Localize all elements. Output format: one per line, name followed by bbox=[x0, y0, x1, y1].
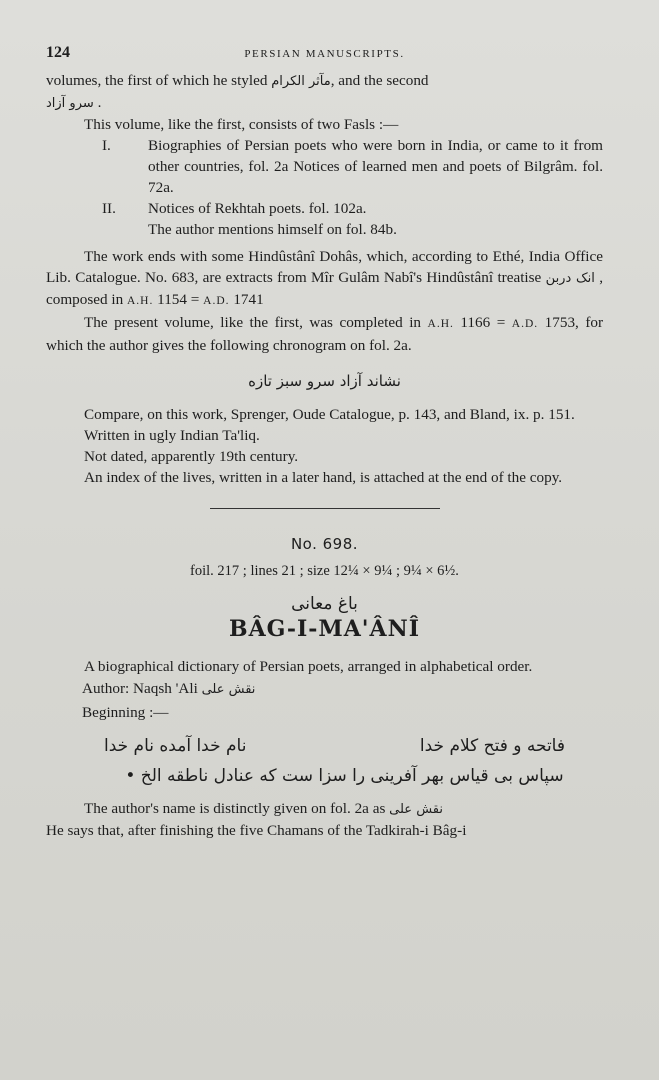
p1-text-a: volumes, the first of which he styled bbox=[46, 72, 268, 89]
paragraph-fasls: This volume, like the first, consists of two Fasls :— bbox=[84, 116, 399, 133]
p3-text-d: 1741 bbox=[233, 291, 264, 308]
entry-number: No. 698. bbox=[290, 535, 359, 553]
p3-persian: انک دربن bbox=[545, 271, 595, 286]
list-item-2-number: II. bbox=[102, 200, 116, 217]
paragraph-author-name bbox=[46, 798, 603, 841]
p1-text-c: . bbox=[97, 94, 102, 111]
entry-title: BÂG-I-MA'ÂNÎ bbox=[228, 616, 421, 642]
paragraph-not-dated: Not dated, apparently 19th century. bbox=[84, 448, 299, 465]
paragraph-dohas bbox=[46, 246, 603, 312]
paragraph-present-volume bbox=[46, 312, 603, 356]
entry-persian-title: باغ معانی bbox=[291, 594, 358, 614]
p4-text-b: 1166 = bbox=[460, 314, 506, 331]
paragraph-index: An index of the lives, written in a later hand, is attached at the end of the copy. bbox=[84, 469, 563, 486]
paragraph-compare: Compare, on this work, Sprenger, Oude Catalogue, p. 143, and Bland, ix. p. 151. bbox=[84, 406, 575, 423]
p4-text-c: 1753, for which the author gives the following chronogram on fol. 2a. bbox=[46, 314, 604, 354]
list-item-2 bbox=[46, 198, 603, 219]
entry-foil: foil. 217 ; lines 21 ; size 12¼ × 9¼ ; 9¼ × 6½. bbox=[190, 563, 459, 579]
p3-text-b: , composed in bbox=[46, 269, 603, 308]
last1-persian: نقش علی bbox=[389, 802, 443, 817]
running-title: PERSIAN MANUSCRIPTS. bbox=[244, 48, 405, 60]
p4-ad: A.D. bbox=[511, 318, 539, 330]
entry-description: A biographical dictionary of Persian poets, arranged in alphabetical order. bbox=[84, 658, 533, 675]
p3-text-c: 1154 = bbox=[157, 291, 200, 308]
last2-text: He says that, after finishing the five Chamans of the Tadkirah-i Bâg-i bbox=[46, 822, 467, 839]
page-number: 124 bbox=[46, 44, 70, 61]
author-label: Author: bbox=[82, 680, 130, 697]
author-name: Naqsh 'Ali bbox=[133, 680, 198, 697]
list-item-1 bbox=[46, 135, 603, 198]
last1-text: The author's name is distinctly given on fol. 2a as bbox=[84, 800, 386, 817]
p4-ah: A.H. bbox=[427, 318, 454, 330]
entry-author bbox=[46, 677, 603, 701]
verse-1-left: نام خدا آمده نام خدا bbox=[104, 736, 247, 756]
list-item-1-number: I. bbox=[102, 137, 111, 154]
list-item-2-sub: The author mentions himself on fol. 84b. bbox=[148, 221, 397, 238]
beginning-verse-2: سپاس بی قیاس بهر آفرینی را سزا ست که عنادل ناطقه الخ • bbox=[125, 766, 564, 786]
p3-ad: A.D. bbox=[203, 295, 230, 307]
author-persian: نقش علی bbox=[201, 682, 256, 697]
page-header bbox=[46, 40, 603, 70]
p3-ah: A.H. bbox=[127, 295, 154, 307]
p4-text-a: The present volume, like the first, was completed in bbox=[84, 314, 422, 331]
paragraph-volumes bbox=[46, 70, 603, 114]
list-item-1-text: Biographies of Persian poets who were born in India, or came to it from other countries, fol. 2a Notices of learned men and poets of Bilgrâm. fol. 72a. bbox=[148, 137, 603, 196]
p1-persian-1: مآثر الکرام bbox=[271, 74, 331, 89]
verse-1-right: فاتحه و فتح کلام خدا bbox=[419, 736, 565, 756]
chronogram: نشاند آزاد سرو سبز تازه bbox=[248, 372, 401, 390]
p1-persian-2: سرو آزاد bbox=[46, 96, 94, 111]
p1-text-b: , and the second bbox=[330, 72, 429, 89]
entry-beginning-label: Beginning :— bbox=[82, 704, 169, 721]
paragraph-written: Written in ugly Indian Ta'liq. bbox=[84, 427, 260, 444]
p3-text-a: The work ends with some Hindûstânî Dohâs, which, according to Ethé, India Office Lib. Catalogue. No. 683, are extracts from Mîr Gulâm Nabî's Hindûstânî treatise bbox=[46, 248, 603, 286]
list-item-2-text: Notices of Rekhtah poets. fol. 102a. bbox=[148, 200, 367, 217]
beginning-verse-1 bbox=[46, 736, 603, 756]
section-divider bbox=[210, 508, 440, 509]
